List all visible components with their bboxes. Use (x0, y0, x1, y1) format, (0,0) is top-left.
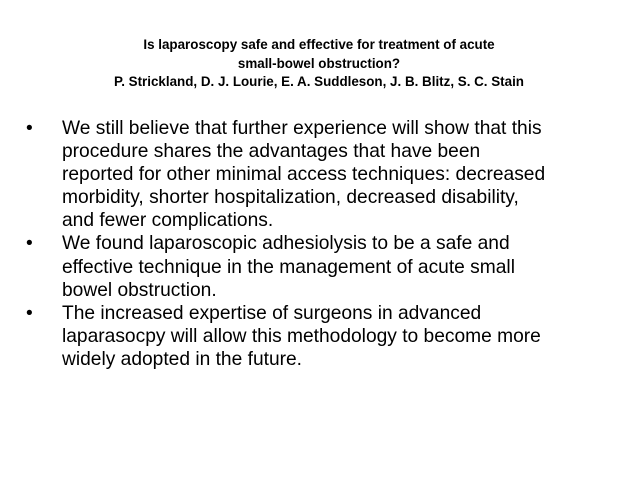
bullet-text-line: We still believe that further experience will show that this (62, 118, 542, 139)
bullet-list (26, 117, 623, 371)
bullet-text-line: reported for other minimal access techniques: decreased (62, 164, 546, 186)
bullet-text-line: We found laparoscopic adhesiolysis to be a safe and (62, 233, 510, 255)
bullet-text-line: morbidity, shorter hospitalization, decreased disability, (62, 187, 519, 209)
bullet-text-line: and fewer complications. (62, 210, 274, 232)
slide-title (20, 36, 618, 92)
bullet-text-line: procedure shares the advantages that have been (62, 141, 481, 163)
bullet-item (26, 232, 623, 301)
bullet-text-line: The increased expertise of surgeons in advanced (62, 302, 482, 324)
title-line: small-bowel obstruction? (237, 55, 401, 71)
bullet-text-line: widely adopted in the future. (62, 348, 303, 370)
bullet-text-line: effective technique in the management of acute small (62, 256, 515, 278)
title-line: Is laparoscopy safe and effective for treatment of acute (143, 37, 495, 52)
bullet-item (26, 302, 623, 371)
bullet-marker: • (26, 118, 33, 139)
bullet-text-line: bowel obstruction. (62, 279, 217, 301)
bullet-marker: • (26, 233, 33, 255)
bullet-marker: • (26, 302, 33, 324)
bullet-item (26, 117, 623, 232)
title-authors: P. Strickland, D. J. Lourie, E. A. Suddleson, J. B. Blitz, S. C. Stain (114, 74, 524, 89)
bullet-text-line: laparasocpy will allow this methodology to become more (62, 325, 541, 347)
